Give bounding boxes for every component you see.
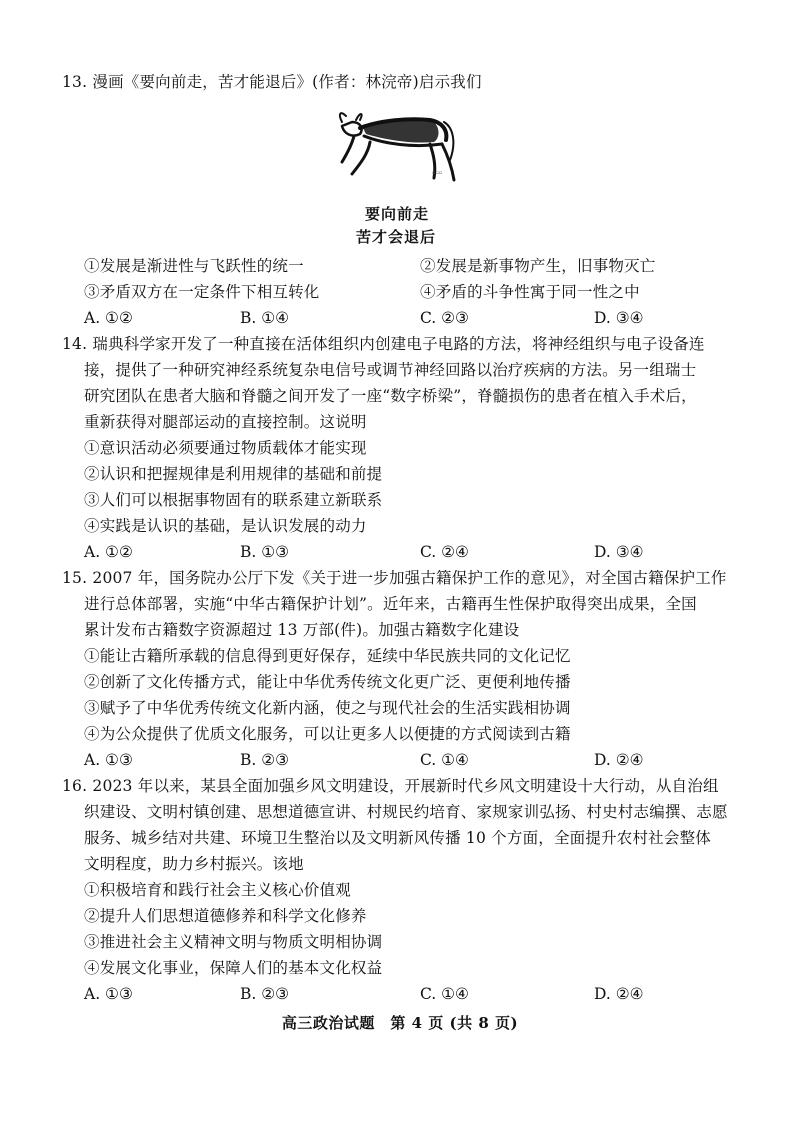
q16-option-d: D. ②④ [594,985,644,1003]
q13-item-3: ③矛盾双方在一定条件下相互转化 [84,283,320,301]
q15-item-2: ②创新了文化传播方式，能让中华优秀传统文化更广泛、更便利地传播 [84,673,571,691]
q15-stem-line-1: 15. 2007 年，国务院办公厅下发《关于进一步加强古籍保护工作的意见》，对全国古籍保护工作 [62,569,727,587]
q15-option-b: B. ②③ [240,751,290,769]
q16-stem-line-3: 服务、城乡结对共建、环境卫生整治以及文明新风传播 10 个方面，全面提升农村社会整体 [84,829,711,847]
q16-item-1: ①积极培育和践行社会主义核心价值观 [84,881,351,899]
q16-option-c: C. ①④ [420,985,469,1003]
q16-option-a: A. ①③ [84,985,133,1003]
q14-stem-line-1: 14. 瑞典科学家开发了一种直接在活体组织内创建电子电路的方法，将神经组织与电子设备连 [62,335,705,353]
q13-option-a: A. ①② [84,309,133,327]
q15-item-4: ④为公众提供了优质文化服务，可以让更多人以便捷的方式阅读到古籍 [84,725,571,743]
q14-stem-line-3: 研究团队在患者大脑和脊髓之间开发了一座“数字桥梁”，脊髓损伤的患者在植入手术后， [84,387,697,405]
q13-item-4: ④矛盾的斗争性寓于同一性之中 [420,283,640,301]
q14-item-4: ④实践是认识的基础，是认识发展的动力 [84,517,367,535]
q14-stem-line-2: 接，提供了一种研究神经系统复杂电信号或调节神经回路以治疗疾病的方法。另一组瑞士 [84,361,697,379]
cartoon-caption-1: 要向前走 [365,205,430,223]
artist-seal-stamp: ▫▫▫ [432,170,443,176]
q16-item-4: ④发展文化事业，保障人们的基本文化权益 [84,959,383,977]
q15-item-3: ③赋予了中华优秀传统文化新内涵，使之与现代社会的生活实践相协调 [84,699,571,717]
q13-item-2: ②发展是新事物产生，旧事物灭亡 [420,257,656,275]
q16-option-b: B. ②③ [240,985,290,1003]
q14-item-3: ③人们可以根据事物固有的联系建立新联系 [84,491,383,509]
q14-item-2: ②认识和把握规律是利用规律的基础和前提 [84,465,383,483]
q15-option-d: D. ②④ [594,751,644,769]
q14-option-b: B. ①③ [240,543,290,561]
q14-item-1: ①意识活动必须要通过物质载体才能实现 [84,439,367,457]
q13-item-1: ①发展是渐进性与飞跃性的统一 [84,257,304,275]
cartoon-caption-2: 苦才会退后 [356,228,437,246]
q14-stem-line-4: 重新获得对腿部运动的直接控制。这说明 [84,413,367,431]
q15-item-1: ①能让古籍所承载的信息得到更好保存，延续中华民族共同的文化记忆 [84,647,571,665]
q14-option-a: A. ①② [84,543,133,561]
page-footer: 高三政治试题 第 4 页 (共 8 页) [281,1014,519,1032]
q16-stem-line-4: 文明程度，助力乡村振兴。该地 [84,855,304,873]
q16-item-3: ③推进社会主义精神文明与物质文明相协调 [84,933,383,951]
q15-option-a: A. ①③ [84,751,133,769]
q16-stem-line-2: 织建设、文明村镇创建、思想道德宣讲、村规民约培育、家规家训弘扬、村史村志编撰、志愿 [84,803,728,821]
q16-stem-line-1: 16. 2023 年以来，某县全面加强乡风文明建设，开展新时代乡风文明建设十大行动，从自治组 [62,777,719,795]
q14-option-c: C. ②④ [420,543,469,561]
q13-stem: 13. 漫画《要向前走，苦才能退后》(作者：林浣帝)启示我们 [62,73,482,91]
q16-item-2: ②提升人们思想道德修养和科学文化修养 [84,907,367,925]
q13-option-d: D. ③④ [594,309,644,327]
ox-cartoon-illustration [330,104,470,196]
q15-stem-line-2: 进行总体部署，实施“中华古籍保护计划”。近年来，古籍再生性保护取得突出成果，全国 [84,595,697,613]
q15-stem-line-3: 累计发布古籍数字资源超过 13 万部(件)。加强古籍数字化建设 [84,621,520,639]
q13-option-b: B. ①④ [240,309,290,327]
q15-option-c: C. ①④ [420,751,469,769]
q14-option-d: D. ③④ [594,543,644,561]
q13-option-c: C. ②③ [420,309,469,327]
